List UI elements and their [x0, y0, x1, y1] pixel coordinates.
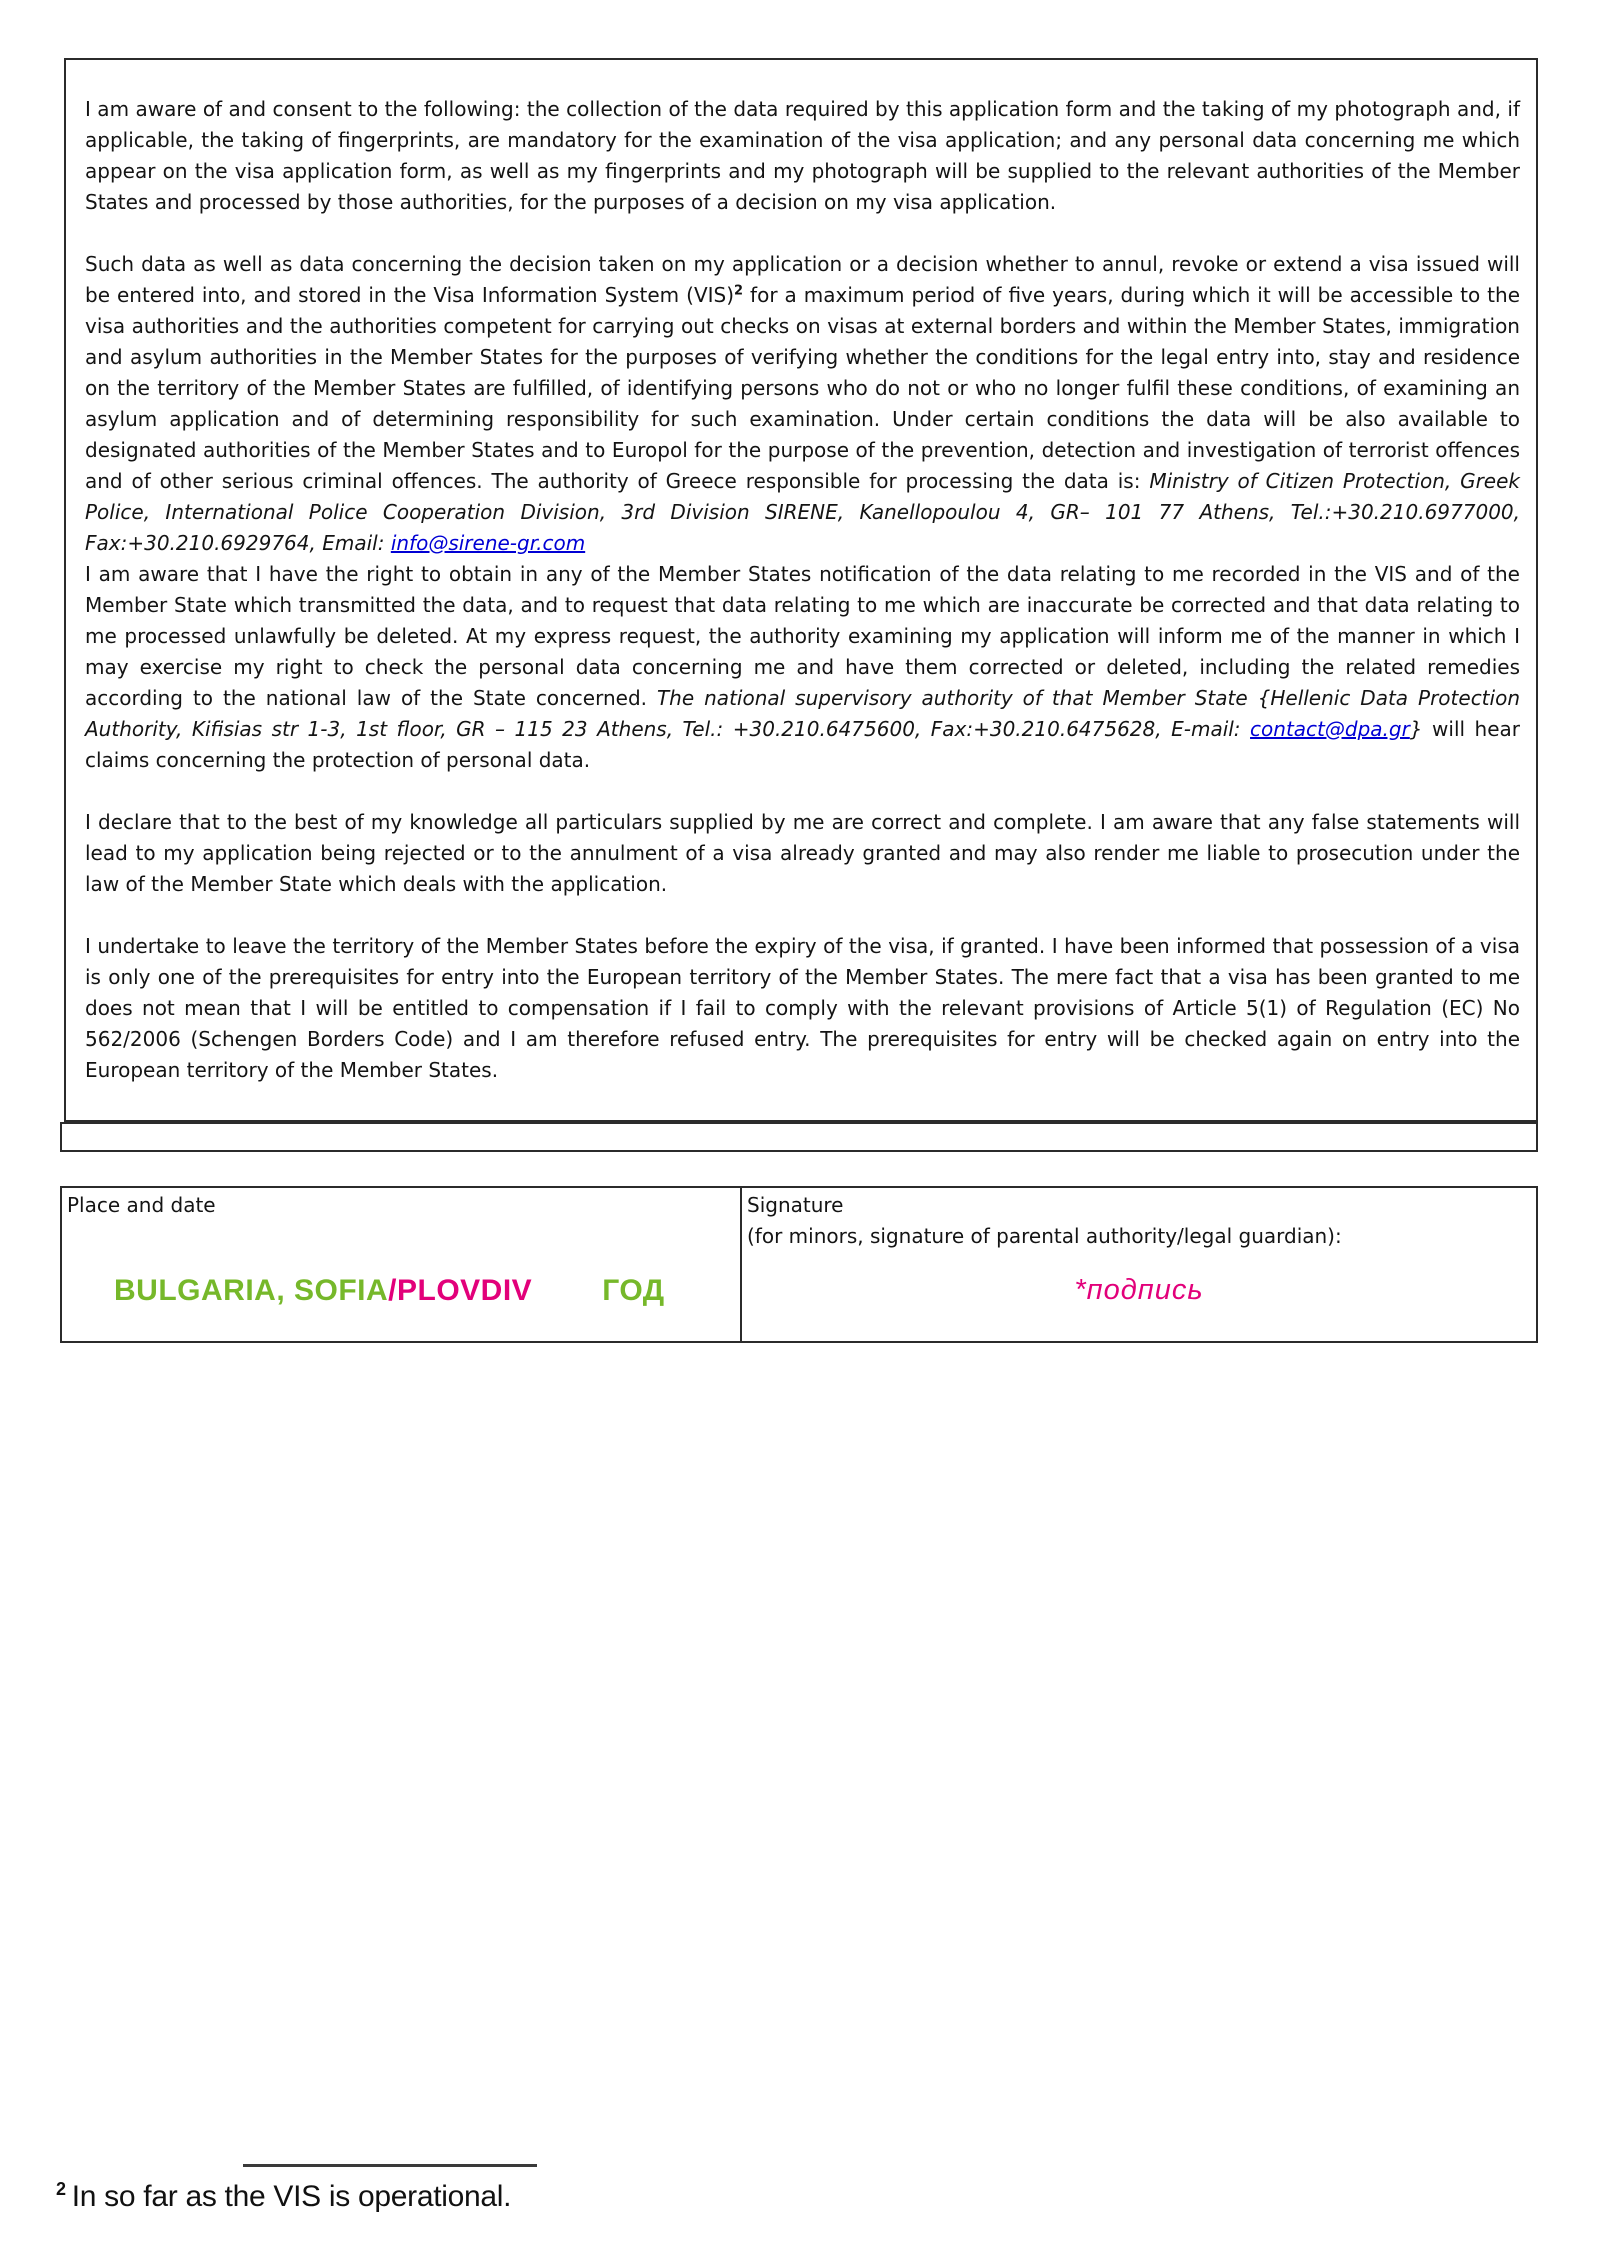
place-and-date-value — [114, 1274, 665, 1308]
text-segment: The national supervisory authority of that Member State {Hellenic Data Protection Authority, Kifisias str 1-3, 1st floor, GR – 115 23 Athens, Tel.: +30.210.6475600, Fax:+30.210.6475628, E-mail: — [85, 686, 1520, 741]
place-city-magenta-value: /PLOVDIV — [388, 1274, 533, 1307]
declaration-paragraph — [85, 807, 1520, 900]
consent-paragraph-vis-storage — [85, 249, 1520, 559]
text-segment: I am aware that I have the right to obtain in any of the Member States notification of the data relating to me recorded in the VIS and of the Member State which transmitted the data, and to request that data relating to me which are inaccurate be corrected and that data relating to me processed unlawfully be deleted. At my express request, the authority examining my application will inform me of the manner in which I may exercise my right to check the personal data concerning me and have them corrected or deleted, including the related remedies according to the national law of the State concerned. — [85, 562, 1520, 710]
text-segment: 2 — [734, 283, 744, 299]
text-segment: will hear claims concerning the protection of personal data. — [85, 717, 1521, 772]
text-segment: I undertake to leave the territory of the Member States before the expiry of the visa, if granted. I have been informed that possession of a visa is only one of the prerequisites for entry into the European territory of the Member States. The mere fact that a visa has been granted to me does not mean that I will be entitled to compensation if I fail to comply with the relevant provisions of Article 5(1) of Regulation (EC) No 562/2006 (Schengen Borders Code) and I am therefore refused entry. The prerequisites for entry will be checked again on entry into the European territory of the Member States. — [85, 934, 1520, 1082]
footnote-text: In so far as the VIS is operational. — [71, 2180, 512, 2213]
text-segment: I declare that to the best of my knowledge all particulars supplied by me are correct and complete. I am aware that any false statements will lead to my application being rejected or to the annulment of a visa already granted and may also render me liable to prosecution under the law of the Member State which deals with the application. — [85, 810, 1520, 896]
place-city-green-value: BULGARIA, SOFIA — [114, 1274, 389, 1307]
footnote-marker: 2 — [56, 2179, 66, 2199]
signature-minors-sublabel: (for minors, signature of parental authority/legal guardian): — [747, 1224, 1342, 1248]
place-and-signature-table — [60, 1186, 1538, 1343]
signature-cell[interactable] — [742, 1188, 1536, 1341]
email-link-dpa[interactable]: contact@dpa.gr — [1250, 717, 1410, 741]
undertaking-paragraph — [85, 931, 1520, 1086]
footnote-separator-line — [243, 2164, 537, 2167]
empty-strip-box — [60, 1122, 1538, 1152]
text-segment: I am aware of and consent to the following: the collection of the data required by this application form and the taking of my photograph and, if applicable, the taking of fingerprints, are mandatory for the examination of the visa application; and any personal data concerning me which appear on the visa application form, as well as my fingerprints and my photograph will be supplied to the relevant authorities of the Member States and processed by those authorities, for the purposes of a decision on my visa application. — [85, 97, 1520, 214]
text-segment: Such data as well as data concerning the decision taken on my application or a decision whether to annul, revoke or extend a visa issued will be entered into, and stored in the Visa Information System (VIS) — [85, 252, 1520, 307]
text-segment: for a maximum period of five years, during which it will be accessible to the visa authorities and the authorities competent for carrying out checks on visas at external borders and within the Member States, immigration and asylum authorities in the Member States for the purposes of verifying whether the conditions for the legal entry into, stay and residence on the territory of the Member States are fulfilled, of identifying persons who do not or who no longer fulfil these conditions, of examining an asylum application and of determining responsibility for such examination. Under certain conditions the data will be also available to designated authorities of the Member States and to Europol for the purpose of the prevention, detection and investigation of terrorist offences and of other serious criminal offences. The authority of Greece responsible for processing the data is: — [85, 283, 1520, 493]
consent-paragraph-data-collection — [85, 94, 1520, 218]
place-and-date-label: Place and date — [67, 1193, 216, 1217]
consent-paragraph-data-rights — [85, 559, 1520, 776]
text-segment: Ministry of Citizen Protection, Greek Police, International Police Cooperation Division, 3rd Division SIRENE, Kanellopoulou 4, GR– 101 77 Athens, Tel.:+30.210.6977000, Fax:+30.210.6929764, Email: — [85, 469, 1520, 555]
footnote — [56, 2180, 511, 2214]
place-and-date-cell[interactable] — [62, 1188, 742, 1341]
email-link-sirene[interactable]: info@sirene-gr.com — [390, 531, 586, 555]
date-placeholder-value: ГОД — [602, 1274, 665, 1307]
consent-declarations-box — [64, 58, 1538, 1122]
signature-label: Signature — [747, 1193, 844, 1217]
signature-placeholder-value: *подпись — [1074, 1274, 1204, 1306]
text-segment: } — [1409, 717, 1423, 741]
